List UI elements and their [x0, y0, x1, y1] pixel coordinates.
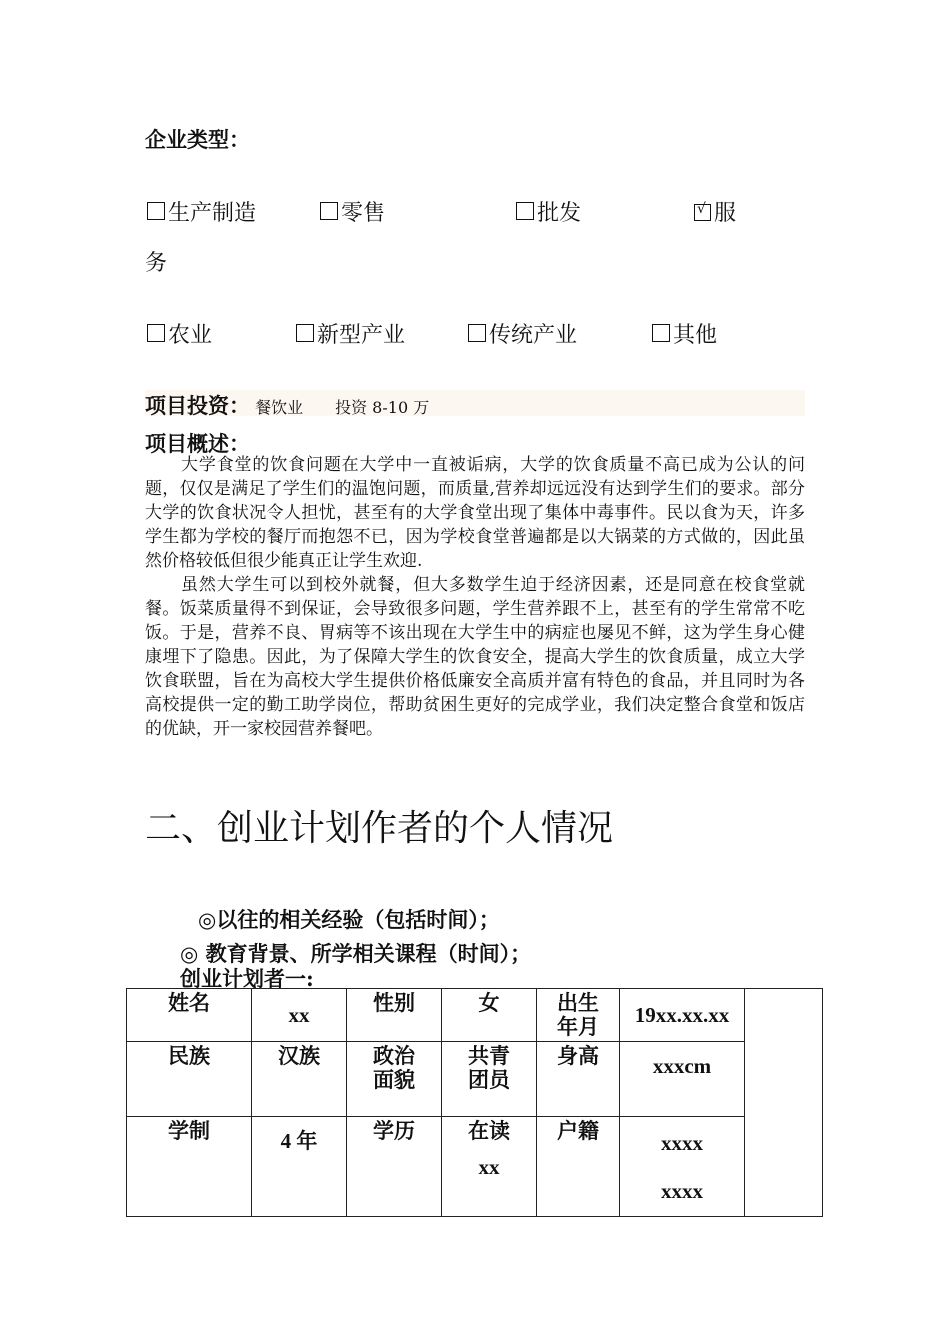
- option-label: 服: [714, 201, 737, 226]
- checkbox-icon[interactable]: [516, 202, 534, 220]
- investment-label: 项目投资：: [145, 393, 250, 418]
- overview-body: [145, 453, 805, 741]
- checkbox-option[interactable]: [320, 196, 385, 227]
- checkbox-icon[interactable]: [147, 202, 165, 220]
- table-row: [127, 1042, 823, 1117]
- checkbox-icon[interactable]: [652, 324, 670, 342]
- schooling-label: 学制: [127, 1117, 252, 1217]
- table-row: [127, 989, 823, 1042]
- checked-checkbox-icon[interactable]: √: [694, 204, 711, 221]
- option-label: 新型产业: [317, 323, 406, 348]
- political-value: 共青团员: [442, 1042, 537, 1117]
- checkbox-option[interactable]: [147, 318, 212, 349]
- option-label: 零售: [341, 201, 386, 226]
- option-label: 生产制造: [168, 201, 257, 226]
- education-bullet: ◎ 教育背景、所学相关课程（时间）；: [180, 941, 532, 966]
- checkbox-option-checked[interactable]: [694, 196, 736, 227]
- checkbox-icon[interactable]: [296, 324, 314, 342]
- gender-value: 女: [442, 989, 537, 1042]
- investment-value: 餐饮业 投资 8-10 万: [255, 398, 430, 417]
- overview-label: 项目概述：: [145, 431, 250, 456]
- checkbox-option[interactable]: [468, 318, 577, 349]
- option-label: 传统产业: [489, 323, 578, 348]
- height-value: xxxcm: [652, 1054, 712, 1078]
- checkbox-icon[interactable]: [147, 324, 165, 342]
- education-value-2: xx: [478, 1155, 500, 1179]
- hukou-value-2: xxxx: [661, 1179, 703, 1203]
- height-label: 身高: [537, 1042, 620, 1117]
- gender-label: 性别: [347, 989, 442, 1042]
- hukou-value: xxxx: [661, 1131, 703, 1155]
- education-label: 学历: [347, 1117, 442, 1217]
- option-label: 其他: [673, 323, 718, 348]
- overview-paragraph: 大学食堂的饮食问题在大学中一直被诟病，大学的饮食质量不高已成为公认的问题，仅仅是满足了学生们的温饱问题，而质量,营养却远远没有达到学生们的要求。部分大学的饮食状况令人担忧，甚至有的大学食堂出现了集体中毒事件。民以食为天，许多学生都为学校的餐厅而抱怨不已，因为学校食堂普遍都是以大锅菜的方式做的，因此虽然价格较低但很少能真正让学生欢迎.: [145, 455, 805, 571]
- enterprise-type-label: 企业类型：: [145, 127, 250, 152]
- birth-value: 19xx.xx.xx: [634, 1003, 730, 1027]
- checkbox-option[interactable]: [652, 318, 717, 349]
- photo-cell: [745, 989, 823, 1217]
- political-label: 政治面貌: [347, 1042, 442, 1117]
- option-label: 农业: [168, 323, 213, 348]
- ethnic-value: 汉族: [252, 1042, 347, 1117]
- checkbox-icon[interactable]: [320, 202, 338, 220]
- option-label: 批发: [537, 201, 582, 226]
- birth-label: 出生年月: [537, 989, 620, 1042]
- schooling-value: 4 年: [280, 1129, 318, 1153]
- planner-label: 创业计划者一:: [180, 966, 314, 991]
- checkbox-option[interactable]: [516, 196, 581, 227]
- checkbox-icon[interactable]: [468, 324, 486, 342]
- name-value: xx: [288, 1003, 310, 1027]
- hukou-label: 户籍: [537, 1117, 620, 1217]
- checkbox-option[interactable]: [147, 196, 256, 227]
- investment-row: [145, 390, 805, 416]
- personal-info-table: [126, 988, 823, 1217]
- table-row: [127, 1117, 823, 1217]
- experience-bullet: ◎以往的相关经验（包括时间）；: [198, 907, 500, 932]
- section-title: 二、创业计划作者的个人情况: [145, 808, 614, 849]
- name-label: 姓名: [127, 989, 252, 1042]
- checkbox-option[interactable]: [296, 318, 405, 349]
- option-label-wrap: 务: [145, 251, 168, 276]
- overview-paragraph: 虽然大学生可以到校外就餐，但大多数学生迫于经济因素，还是同意在校食堂就餐。饭菜质量得不到保证，会导致很多问题，学生营养跟不上，甚至有的学生常常不吃饭。于是，营养不良、胃病等不该出现在大学生中的病症也屡见不鲜，这为学生身心健康埋下了隐患。因此，为了保障大学生的饮食安全，提高大学生的饮食质量，成立大学饮食联盟，旨在为高校大学生提供价格低廉安全高质并富有特色的食品，并且同时为各高校提供一定的勤工助学岗位，帮助贫困生更好的完成学业，我们决定整合食堂和饭店的优缺，开一家校园营养餐吧。: [145, 575, 805, 739]
- ethnic-label: 民族: [127, 1042, 252, 1117]
- education-value: 在读: [468, 1118, 510, 1143]
